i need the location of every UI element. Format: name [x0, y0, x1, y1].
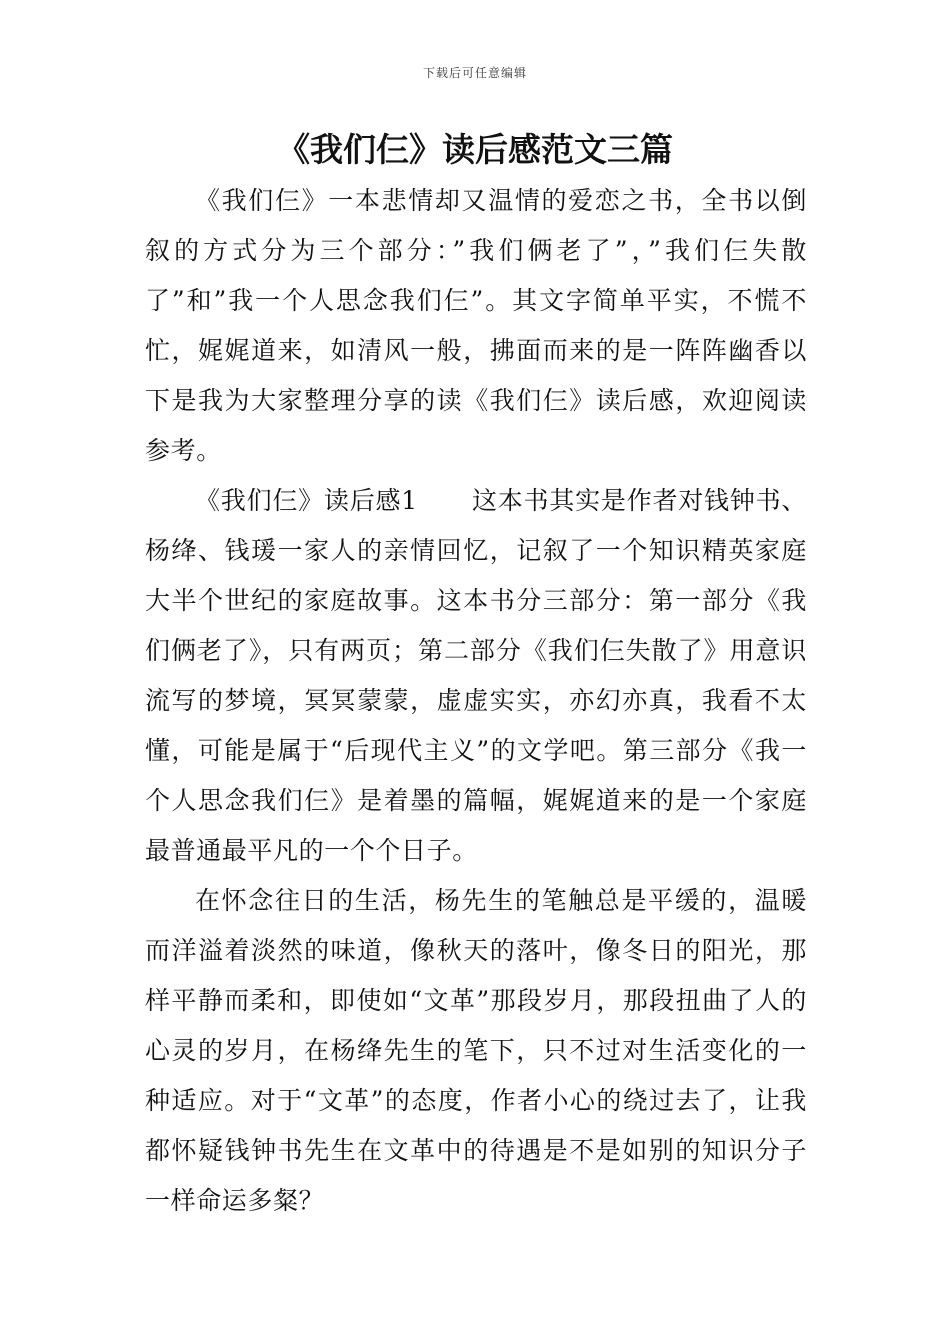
intro-paragraph: 《我们仨》一本悲情却又温情的爱恋之书，全书以倒叙的方式分为三个部分：”我们俩老了”，”我们仨失散了”和”我一个人思念我们仨”。其文字简单平实，不慌不忙，娓娓道来，如清风一般，拂面而来的是一阵阵幽香以下是我为大家整理分享的读《我们仨》读后感，欢迎阅读参考。 [145, 186, 807, 465]
essay-1-paragraph-2: 在怀念往日的生活，杨先生的笔触总是平缓的，温暖而洋溢着淡然的味道，像秋天的落叶，像冬日的阳光，那样平静而柔和，即使如“文革”那段岁月，那段扭曲了人的心灵的岁月，在杨绛先生的笔下，只不过对生活变化的一种适应。对于“文革”的态度，作者小心的绕过去了，让我都怀疑钱钟书先生在文革中的待遇是不是如别的知识分子一样命运多粲？ [145, 886, 807, 1215]
essay-1-paragraph [145, 476, 807, 876]
document-body [145, 176, 807, 1226]
document-title: 《我们仨》读后感范文三篇 [277, 130, 673, 169]
essay-1-label: 《我们仨》读后感1 [195, 486, 418, 515]
essay-1-text: 这本书其实是作者对钱钟书、杨绛、钱瑗一家人的亲情回忆，记叙了一个知识精英家庭大半个世纪的家庭故事。这本书分三部分：第一部分《我们俩老了》，只有两页；第二部分《我们仨失散了》用意识流写的梦境，冥冥蒙蒙，虚虚实实，亦幻亦真，我看不太懂，可能是属于“后现代主义”的文学吧。第三部分《我一个人思念我们仨》是着墨的篇幅，娓娓道来的是一个家庭最普通最平凡的一个个日子。 [145, 486, 807, 865]
header-note: 下载后可任意编辑 [422, 66, 527, 80]
